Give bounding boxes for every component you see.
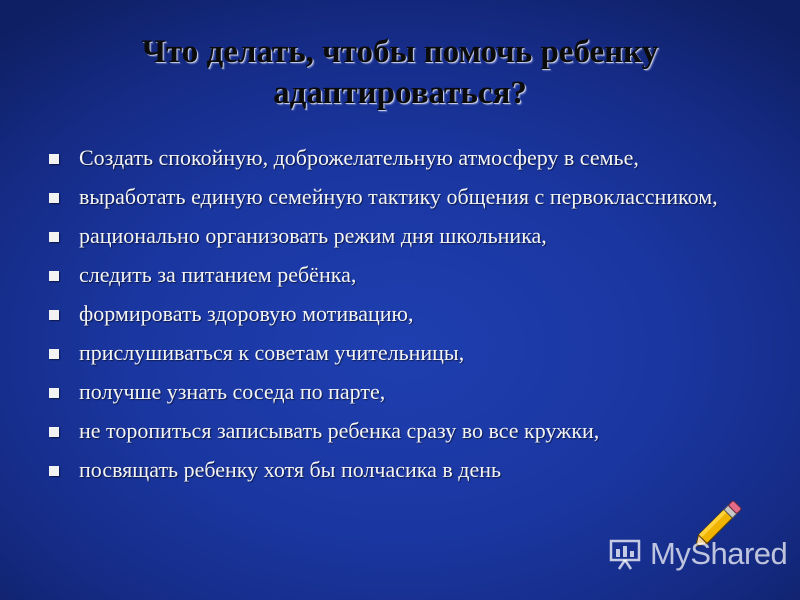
square-bullet-icon — [49, 232, 59, 242]
bullet-item — [48, 340, 748, 365]
bullet-item — [48, 262, 748, 287]
presentation-board-icon — [608, 537, 646, 571]
bullet-text: прислушиваться к советам учительницы, — [79, 340, 465, 365]
square-bullet-icon — [49, 154, 59, 164]
square-bullet-icon — [49, 271, 59, 281]
bullet-text: Создать спокойную, доброжелательную атмосферу в семье, — [79, 145, 639, 170]
bullet-text: рационально организовать режим дня школьника, — [79, 223, 547, 248]
watermark-logo-text: MyShared — [650, 536, 788, 571]
bullet-text: формировать здоровую мотивацию, — [79, 301, 414, 326]
bullet-item — [48, 145, 748, 170]
square-bullet-icon — [49, 193, 59, 203]
bullet-text: получше узнать соседа по парте, — [79, 379, 386, 404]
slide-title-line-2: адаптироваться? — [273, 75, 527, 111]
bullet-item — [48, 418, 748, 443]
square-bullet-icon — [49, 349, 59, 359]
watermark-logo — [608, 534, 787, 574]
square-bullet-icon — [49, 427, 59, 437]
slide-title-line-1: Что делать, чтобы помочь ребенку — [141, 34, 659, 70]
square-bullet-icon — [49, 310, 59, 320]
bullet-text: посвящать ребенку хотя бы полчасика в день — [79, 457, 502, 482]
bullet-list — [48, 145, 748, 496]
bullet-item — [48, 223, 748, 248]
slide-title — [60, 32, 740, 114]
square-bullet-icon — [49, 466, 59, 476]
bullet-item — [48, 379, 748, 404]
square-bullet-icon — [49, 388, 59, 398]
bullet-item — [48, 184, 748, 209]
bullet-text: следить за питанием ребёнка, — [79, 262, 357, 287]
bullet-text: не торопиться записывать ребенка сразу во все кружки, — [79, 418, 600, 443]
bullet-text: выработать единую семейную тактику общения с первоклассником, — [79, 184, 718, 209]
bullet-item — [48, 457, 748, 482]
bullet-item — [48, 301, 748, 326]
